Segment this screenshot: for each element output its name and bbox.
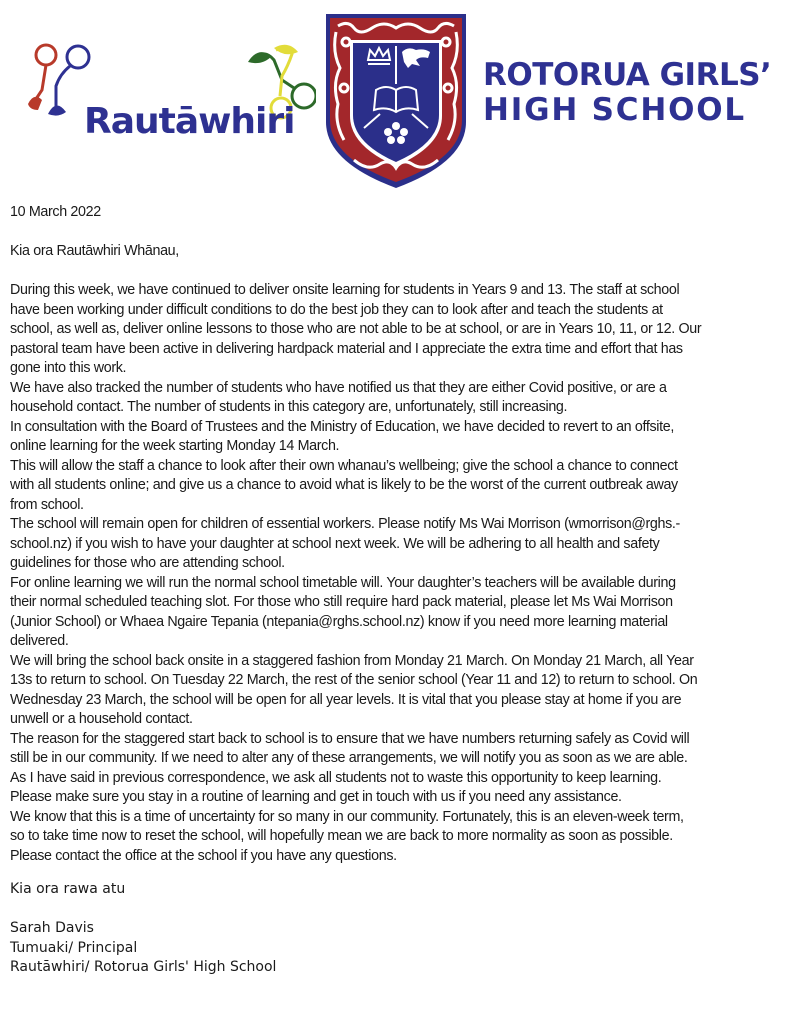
body-line: We will bring the school back onsite in a staggered fashion from Monday 21 March. On Monday 21 March, all Year <box>10 652 694 669</box>
school-name <box>483 58 771 128</box>
letter-body <box>10 203 790 866</box>
body-line: We know that this is a time of uncertainty for so many in our community. Fortunately, this is an eleven-week term, <box>10 808 684 825</box>
letter-date: 10 March 2022 <box>10 204 101 220</box>
body-line: school, as well as, deliver online lessons to those who are not able to be at school, or are in Years 10, 11, or 12. Our <box>10 321 702 337</box>
body-line: from school. <box>10 496 84 513</box>
body-line: For online learning we will run the normal school timetable will. Your daughter’s teachers will be available during <box>10 574 676 591</box>
closing: Kia ora rawa atu <box>10 881 126 897</box>
body-line: The school will remain open for children of essential workers. Please notify Ms Wai Morrison (wmorrison@rghs.- <box>10 516 680 532</box>
body-line: Please contact the office at the school if you have any questions. <box>10 847 397 864</box>
body-line: household contact. The number of students in this category are, unfortunately, still increasing. <box>10 399 568 415</box>
body-line: pastoral team have been active in delivering hardpack material and I appreciate the extra time and effort that has <box>10 340 683 357</box>
signature-block <box>10 880 276 978</box>
letterhead <box>0 0 800 195</box>
body-line: so to take time now to reset the school, will hopefully mean we are back to more normality as soon as possible. <box>10 828 673 844</box>
body-line: their normal scheduled teaching slot. For those who still require hard pack material, please let Ms Wai Morrison <box>10 594 673 610</box>
body-line: Wednesday 23 March, the school will be open for all year levels. It is vital that you please stay at home if you are <box>10 691 682 708</box>
rautawhiri-logo <box>26 40 316 142</box>
body-line: gone into this work. <box>10 360 127 376</box>
body-line: During this week, we have continued to deliver onsite learning for students in Years 9 and 13. The staff at school <box>10 282 680 298</box>
crest-shield-icon <box>324 12 468 190</box>
body-line: with all students online; and give us a chance to avoid what is likely to be the worst of the current outbreak away <box>10 477 678 493</box>
signer-name: Sarah Davis <box>10 920 94 936</box>
body-line: We have also tracked the number of students who have notified us that they are either Covid positive, or are a <box>10 379 667 396</box>
school-name-line1: ROTORUA GIRLS’ <box>483 57 772 93</box>
body-line: delivered. <box>10 633 69 649</box>
signer-title: Tumuaki/ Principal <box>10 939 138 956</box>
body-line: 13s to return to school. On Tuesday 22 March, the rest of the senior school (Year 11 and 12) to return to school. On <box>10 672 698 688</box>
letter-greeting: Kia ora Rautāwhiri Whānau, <box>10 243 179 259</box>
body-line: still be in our community. If we need to alter any of these arrangements, we will notify you as soon as we are able. <box>10 750 688 766</box>
body-line: In consultation with the Board of Trustees and the Ministry of Education, we have decided to revert to an offsite, <box>10 418 674 435</box>
body-line: (Junior School) or Whaea Ngaire Tepania (ntepania@rghs.school.nz) know if you need more learning material <box>10 613 668 630</box>
body-line: The reason for the staggered start back to school is to ensure that we have numbers returning safely as Covid will <box>10 730 690 747</box>
body-line: Please make sure you stay in a routine of learning and get in touch with us if you need any assistance. <box>10 789 622 805</box>
school-name-line2: HIGH SCHOOL <box>483 92 746 128</box>
body-line: This will allow the staff a chance to look after their own whanau’s wellbeing; give the school a chance to connect <box>10 457 678 474</box>
body-line: guidelines for those who are attending school. <box>10 555 285 571</box>
body-line: As I have said in previous correspondence, we ask all students not to waste this opportunity to keep learning. <box>10 769 662 786</box>
body-line: have been working under difficult conditions to do the best job they can to look after and teach the students at <box>10 301 663 318</box>
body-line: unwell or a household contact. <box>10 711 193 727</box>
school-crest <box>324 12 468 190</box>
body-line: school.nz) if you wish to have your daughter at school next week. We will be adhering to all health and safety <box>10 535 660 552</box>
rautawhiri-wordmark: Rautāwhiri <box>84 101 295 142</box>
body-line: online learning for the week starting Monday 14 March. <box>10 438 340 454</box>
signer-school: Rautāwhiri/ Rotorua Girls' High School <box>10 959 277 975</box>
